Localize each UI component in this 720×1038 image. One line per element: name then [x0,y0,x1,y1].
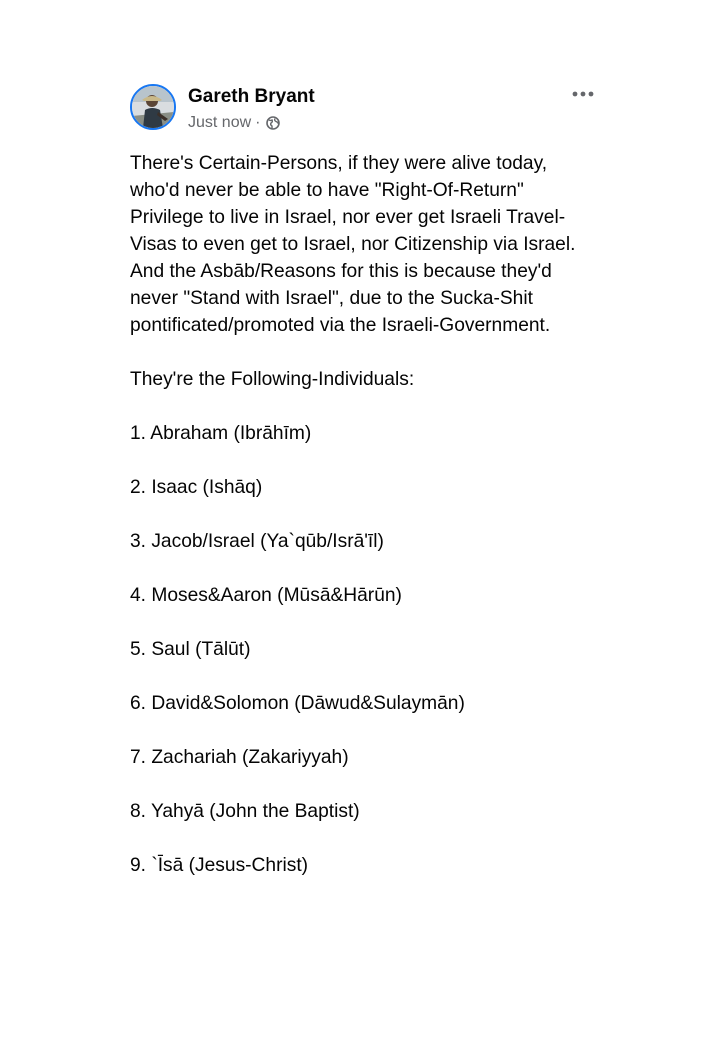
list-item: 4. Moses&Aaron (Mūsā&Hārūn) [130,585,402,606]
list-item: 9. `Īsā (Jesus-Christ) [130,855,309,876]
meta-separator: · [255,114,261,131]
list-item: 5. Saul (Tālūt) [130,639,251,660]
author-avatar[interactable] [130,84,176,130]
more-options-icon [572,91,594,97]
avatar-photo [132,86,174,128]
list-item: 8. Yahyā (John the Baptist) [130,801,360,822]
list-item: 3. Jacob/Israel (Ya`qūb/Isrā'īl) [130,531,384,552]
timestamp[interactable]: Just now [188,114,252,131]
post-body [130,150,600,906]
paragraph-spacer [130,393,600,420]
more-options-button[interactable] [568,82,598,106]
list-item: 1. Abraham (Ibrāhīm) [130,423,312,444]
post-paragraph-heading: They're the Following-Individuals: [130,369,415,390]
post-paragraph-intro: There's Certain-Persons, if they were alive today, who'd never be able to have "Right-Of-Return" Privilege to live in Israel, nor ever get Israeli Travel-Visas to even get to Israel, nor Citizenship via Israel. And the Asbāb/Reasons for this is because they'd never "Stand with Israel", due to the Sucka-Shit pontificated/promoted via the Israeli-Government. [130,153,580,336]
post-meta [188,114,280,132]
individuals-list [130,420,600,879]
list-item: 6. David&Solomon (Dāwud&Sulaymān) [130,693,465,714]
author-name[interactable]: Gareth Bryant [188,86,315,107]
paragraph-spacer [130,339,600,366]
globe-icon[interactable] [266,116,280,130]
list-item: 2. Isaac (Ishāq) [130,477,263,498]
list-item: 7. Zachariah (Zakariyyah) [130,747,349,768]
